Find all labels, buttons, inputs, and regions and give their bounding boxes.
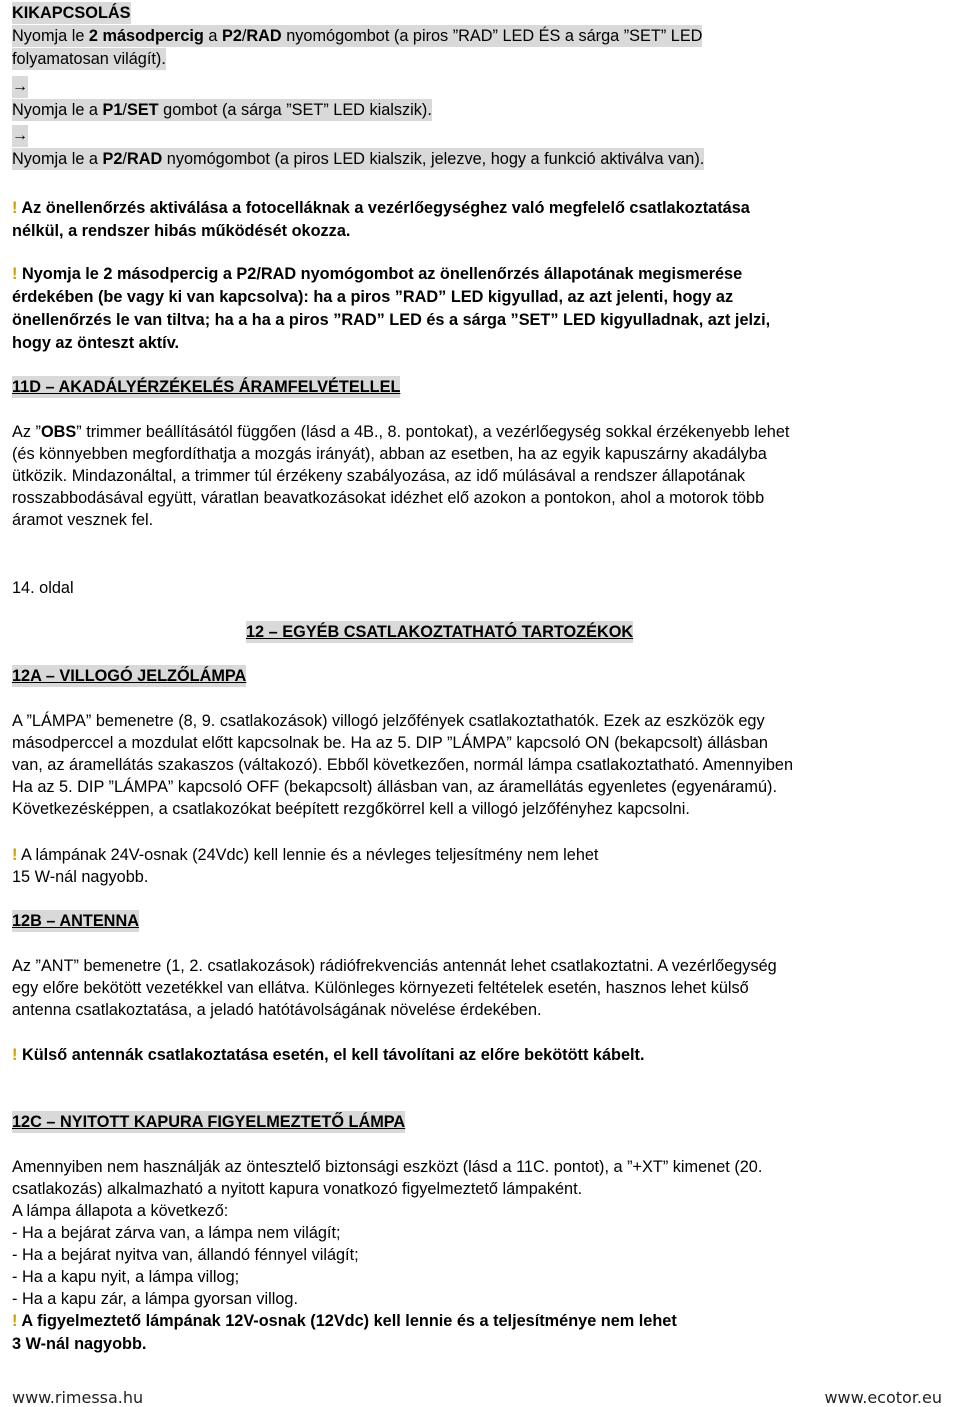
text: A ”LÁMPA” bemenetre (8, 9. csatlakozások) villogó jelzőfények csatlakoztathatók. Ezek az eszközök egy xyxy=(12,712,765,730)
list-item xyxy=(12,1266,239,1288)
text: érdekében (be vagy ki van kapcsolva): ha a piros ”RAD” LED kigyullad, az azt jelenti, hogy az xyxy=(12,288,734,306)
section-title-text: 12C – NYITOTT KAPURA FIGYELMEZTETŐ LÁMPA xyxy=(12,1113,406,1131)
step-1-line-2 xyxy=(12,48,166,70)
list-item xyxy=(12,1222,341,1244)
text-bold: P2 xyxy=(221,27,242,45)
text: www.rimessa.hu xyxy=(12,1388,144,1407)
text: - Ha a kapu nyit, a lámpa villog; xyxy=(12,1268,240,1286)
paragraph-11d-line-2 xyxy=(12,443,767,465)
footer-link-ecotor[interactable] xyxy=(824,1388,942,1407)
text: nélkül, a rendszer hibás működését okozza. xyxy=(12,222,351,240)
text: (és könnyebben megfordíthatja a mozgás irányát), abban az esetben, ha az egyik kapuszárny akadályba xyxy=(12,445,767,463)
warning-2-line-1 xyxy=(12,263,742,285)
warning-1-line-1 xyxy=(12,197,750,219)
paragraph-12a-line-3 xyxy=(12,754,793,776)
section-title-12b xyxy=(12,910,139,932)
text: www.ecotor.eu xyxy=(824,1388,942,1407)
list-item xyxy=(12,1288,298,1310)
text: áramot vesznek fel. xyxy=(12,511,154,529)
text: nyomógombot (a piros LED kialszik, jelezve, hogy a funkció aktiválva van). xyxy=(162,150,705,168)
text: Nyomja le 2 másodpercig a P2/RAD nyomógombot az önellenőrzés állapotának megismerése xyxy=(17,265,743,283)
paragraph-12a-line-2 xyxy=(12,732,768,754)
section-title-11d xyxy=(12,376,400,398)
warning-12a-line-2 xyxy=(12,866,148,888)
paragraph-12c-line-3 xyxy=(12,1200,228,1222)
section-title-text: 11D – AKADÁLYÉRZÉKELÉS ÁRAMFELVÉTELLEL xyxy=(12,378,401,396)
paragraph-11d-line-1 xyxy=(12,421,789,443)
section-title-text: 12A – VILLOGÓ JELZŐLÁMPA xyxy=(12,667,247,685)
warning-1-line-2 xyxy=(12,220,350,242)
text: 14. oldal xyxy=(12,579,74,597)
list-item xyxy=(12,1244,359,1266)
paragraph-12c-line-1 xyxy=(12,1156,762,1178)
text: Ha az 5. DIP ”LÁMPA” kapcsoló OFF (bekapcsolt) állásban van, az áramellátás egyenletes (egyenáramú). xyxy=(12,778,777,796)
text: Nyomja le a xyxy=(12,150,103,168)
text: a xyxy=(203,27,222,45)
text: Az ”ANT” bemenetre (1, 2. csatlakozások) rádiófrekvenciás antennát lehet csatlakoztatni. A vezérlőegység xyxy=(12,957,777,975)
text-bold: OBS xyxy=(40,423,77,441)
warning-12c-line-1 xyxy=(12,1310,677,1332)
text: / xyxy=(122,101,127,119)
page-number xyxy=(12,577,74,599)
section-title-12c xyxy=(12,1111,405,1133)
arrow-glyph: → xyxy=(12,78,28,95)
text: egy előre bekötött vezetékkel van ellátva. Különleges környezeti feltételek esetén, hasznos lehet külső xyxy=(12,979,749,997)
text: / xyxy=(122,150,127,168)
text: önellenőrzés le van tiltva; ha a ha a piros ”RAD” LED és a sárga ”SET” LED kigyulladnak, azt jelzi, xyxy=(12,311,771,329)
text: A lámpának 24V-osnak (24Vdc) kell lennie és a névleges teljesítmény nem lehet xyxy=(17,846,599,864)
warning-2-line-3 xyxy=(12,309,770,331)
text-bold: RAD xyxy=(126,150,163,168)
text: 15 W-nál nagyobb. xyxy=(12,868,149,886)
text: A lámpa állapota a következő: xyxy=(12,1202,229,1220)
text: Nyomja le xyxy=(12,27,89,45)
text: hogy az önteszt aktív. xyxy=(12,334,180,352)
warning-icon: ! xyxy=(12,846,18,864)
text: antenna csatlakoztatása, a jeladó hatótávolságának növelése érdekében. xyxy=(12,1001,542,1019)
text-bold: SET xyxy=(126,101,159,119)
text-bold: P2 xyxy=(102,150,123,168)
warning-icon: ! xyxy=(12,199,18,217)
warning-12c-line-2 xyxy=(12,1333,146,1355)
paragraph-11d-line-5 xyxy=(12,509,153,531)
text: rosszabbodásával együtt, váratlan beavatkozásokat idézhet elő azokon a pontokon, ahol a motorok több xyxy=(12,489,765,507)
section-title-kikapcsolas xyxy=(12,2,131,24)
section-title-12a xyxy=(12,665,246,687)
warning-12b xyxy=(12,1044,644,1066)
paragraph-12a-line-5 xyxy=(12,798,690,820)
warning-icon: ! xyxy=(12,1312,18,1330)
step-3 xyxy=(12,148,704,170)
text: / xyxy=(241,27,247,45)
text: Amennyiben nem használják az öntesztelő biztonsági eszközt (lásd a 11C. pontot), a ”+XT” kimenet (20. xyxy=(12,1158,763,1176)
section-title-text: 12 – EGYÉB CSATLAKOZTATHATÓ TARTOZÉKOK xyxy=(246,623,634,641)
paragraph-12b-line-3 xyxy=(12,999,542,1021)
text: csatlakozás) alkalmazható a nyitott kapura vonatkozó figyelmeztető lámpaként. xyxy=(12,1180,583,1198)
arrow-right-icon xyxy=(12,125,28,147)
text-bold: 2 másodpercig xyxy=(88,27,204,45)
section-title-text: 12B – ANTENNA xyxy=(12,912,139,930)
step-1-line-1 xyxy=(12,25,702,47)
text: másodperccel a mozdulat előtt kapcsolnak be. Ha az 5. DIP ”LÁMPA” kapcsoló ON (bekapcsolt) állásban xyxy=(12,734,768,752)
text-bold: RAD xyxy=(246,27,282,45)
text: - Ha a bejárat zárva van, a lámpa nem világít; xyxy=(12,1224,341,1242)
warning-2-line-4 xyxy=(12,332,179,354)
step-2 xyxy=(12,99,432,121)
section-title-text: KIKAPCSOLÁS xyxy=(12,4,131,22)
paragraph-12a-line-1 xyxy=(12,710,765,732)
text: folyamatosan világít). xyxy=(12,50,166,68)
text-bold: P1 xyxy=(102,101,123,119)
warning-icon: ! xyxy=(12,1046,18,1064)
text: Az ” xyxy=(12,423,41,441)
paragraph-12b-line-2 xyxy=(12,977,749,999)
paragraph-11d-line-4 xyxy=(12,487,764,509)
text: van, az áramellátás szakaszos (váltakozó). Ebből következően, normál lámpa csatlakoztatható. Amennyiben xyxy=(12,756,793,774)
text: gombot (a sárga ”SET” LED kialszik). xyxy=(158,101,432,119)
text: - Ha a bejárat nyitva van, állandó fénnyel világít; xyxy=(12,1246,359,1264)
paragraph-12b-line-1 xyxy=(12,955,777,977)
warning-12a-line-1 xyxy=(12,844,598,866)
text: Következésképpen, a csatlakozókat beépített rezgőkörrel kell a villogó jelzőfényhez kapcsolni. xyxy=(12,800,690,818)
warning-icon: ! xyxy=(12,265,18,283)
paragraph-12c-line-2 xyxy=(12,1178,582,1200)
text: 3 W-nál nagyobb. xyxy=(12,1335,147,1353)
text: Külső antennák csatlakoztatása esetén, el kell távolítani az előre bekötött kábelt. xyxy=(17,1046,645,1064)
text: - Ha a kapu zár, a lámpa gyorsan villog. xyxy=(12,1290,298,1308)
section-title-12 xyxy=(246,621,633,643)
warning-2-line-2 xyxy=(12,286,733,308)
footer-link-rimessa[interactable] xyxy=(12,1388,143,1407)
paragraph-11d-line-3 xyxy=(12,465,745,487)
text: nyomógombot (a piros ”RAD” LED ÉS a sárga ”SET” LED xyxy=(281,27,703,45)
text: Nyomja le a xyxy=(12,101,103,119)
paragraph-12a-line-4 xyxy=(12,776,777,798)
arrow-right-icon xyxy=(12,76,28,98)
text: Az önellenőrzés aktiválása a fotocelláknak a vezérlőegységhez való megfelelő csatlakoztatása xyxy=(17,199,750,217)
text: A figyelmeztető lámpának 12V-osnak (12Vdc) kell lennie és a teljesítménye nem lehet xyxy=(17,1312,677,1330)
arrow-glyph: → xyxy=(12,127,28,144)
text: ütközik. Mindazonáltal, a trimmer túl érzékeny szabályozása, az idő múlásával a rendszer állapotának xyxy=(12,467,746,485)
text: ” trimmer beállításától függően (lásd a 4B., 8. pontokat), a vezérlőegység sokkal érzékenyebb lehet xyxy=(76,423,790,441)
